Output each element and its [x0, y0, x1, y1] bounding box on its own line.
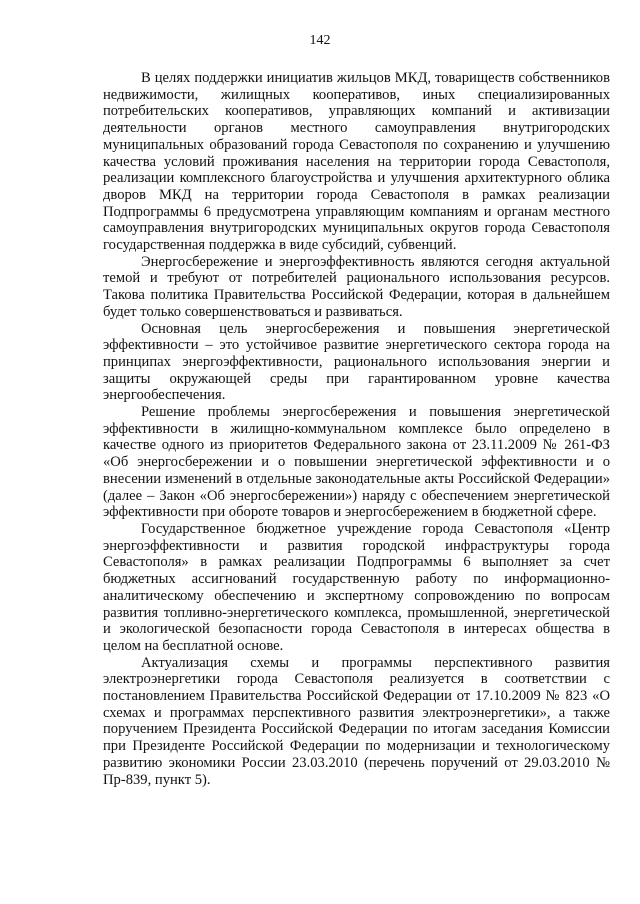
- paragraph-4: Решение проблемы энергосбережения и повышения энергетической эффективности в жилищно-коммунальном комплексе было определено в качестве одного из приоритетов Федерального закона от 23.11.2009 № 261-ФЗ «Об энергосбережении и о повышении энергетической эффективности и о внесении изменений в отдельные законодательные акты Российской Федерации» (далее – Закон «Об энергосбережении») наряду с обеспечением энергетической эффективности при обороте товаров и энергосбережением в бюджетной сфере.: [103, 404, 610, 521]
- paragraph-6: Актуализация схемы и программы перспективного развития электроэнергетики города Севастополя реализуется в соответствии с постановлением Правительства Российской Федерации от 17.10.2009 № 823 «О схемах и программах перспективного развития электроэнергетики», а также поручением Президента Российской Федерации по итогам заседания Комиссии при Президенте Российской Федерации по модернизации и технологическому развитию экономики России 23.03.2010 (перечень поручений от 29.03.2010 № Пр-839, пункт 5).: [103, 654, 610, 788]
- paragraph-3: Основная цель энергосбережения и повышения энергетической эффективности – это устойчивое развитие энергетического сектора города на принципах энергоэффективности, рационального использования энергии и защиты окружающей среды при гарантированном уровне качества энергообеспечения.: [103, 320, 610, 404]
- paragraph-1: В целях поддержки инициатив жильцов МКД, товариществ собственников недвижимости, жилищных кооперативов, иных специализированных потребительских кооперативов, управляющих компаний и активизации деятельности органов местного самоуправления внутригородских муниципальных образований города Севастополя по сохранению и улучшению качества условий проживания населения на территории города Севастополя, реализации комплексного благоустройства и улучшения архитектурного облика дворов МКД на территории города Севастополя в рамках реализации Подпрограммы 6 предусмотрена управляющим компаниям и органам местного самоуправления внутригородских муниципальных округов города Севастополя государственная поддержка в виде субсидий, субвенций.: [103, 70, 610, 254]
- paragraph-5: Государственное бюджетное учреждение города Севастополя «Центр энергоэффективности и развития городской инфраструктуры города Севастополя» в рамках реализации Подпрограммы 6 выполняет за счет бюджетных ассигнований государственную работу по информационно-аналитическому обеспечению и экспертному сопровождению по вопросам развития топливно-энергетического комплекса, промышленной, энергетической и экологической безопасности города Севастополя в интересах общества в целом на бесплатной основе.: [103, 520, 610, 654]
- paragraph-2: Энергосбережение и энергоэффективность являются сегодня актуальной темой и требуют от потребителей рационального использования ресурсов. Такова политика Правительства Российской Федерации, которая в дальнейшем будет только совершенствоваться и развиваться.: [103, 253, 610, 320]
- body-text: [103, 70, 610, 788]
- page-number: 142: [309, 33, 331, 48]
